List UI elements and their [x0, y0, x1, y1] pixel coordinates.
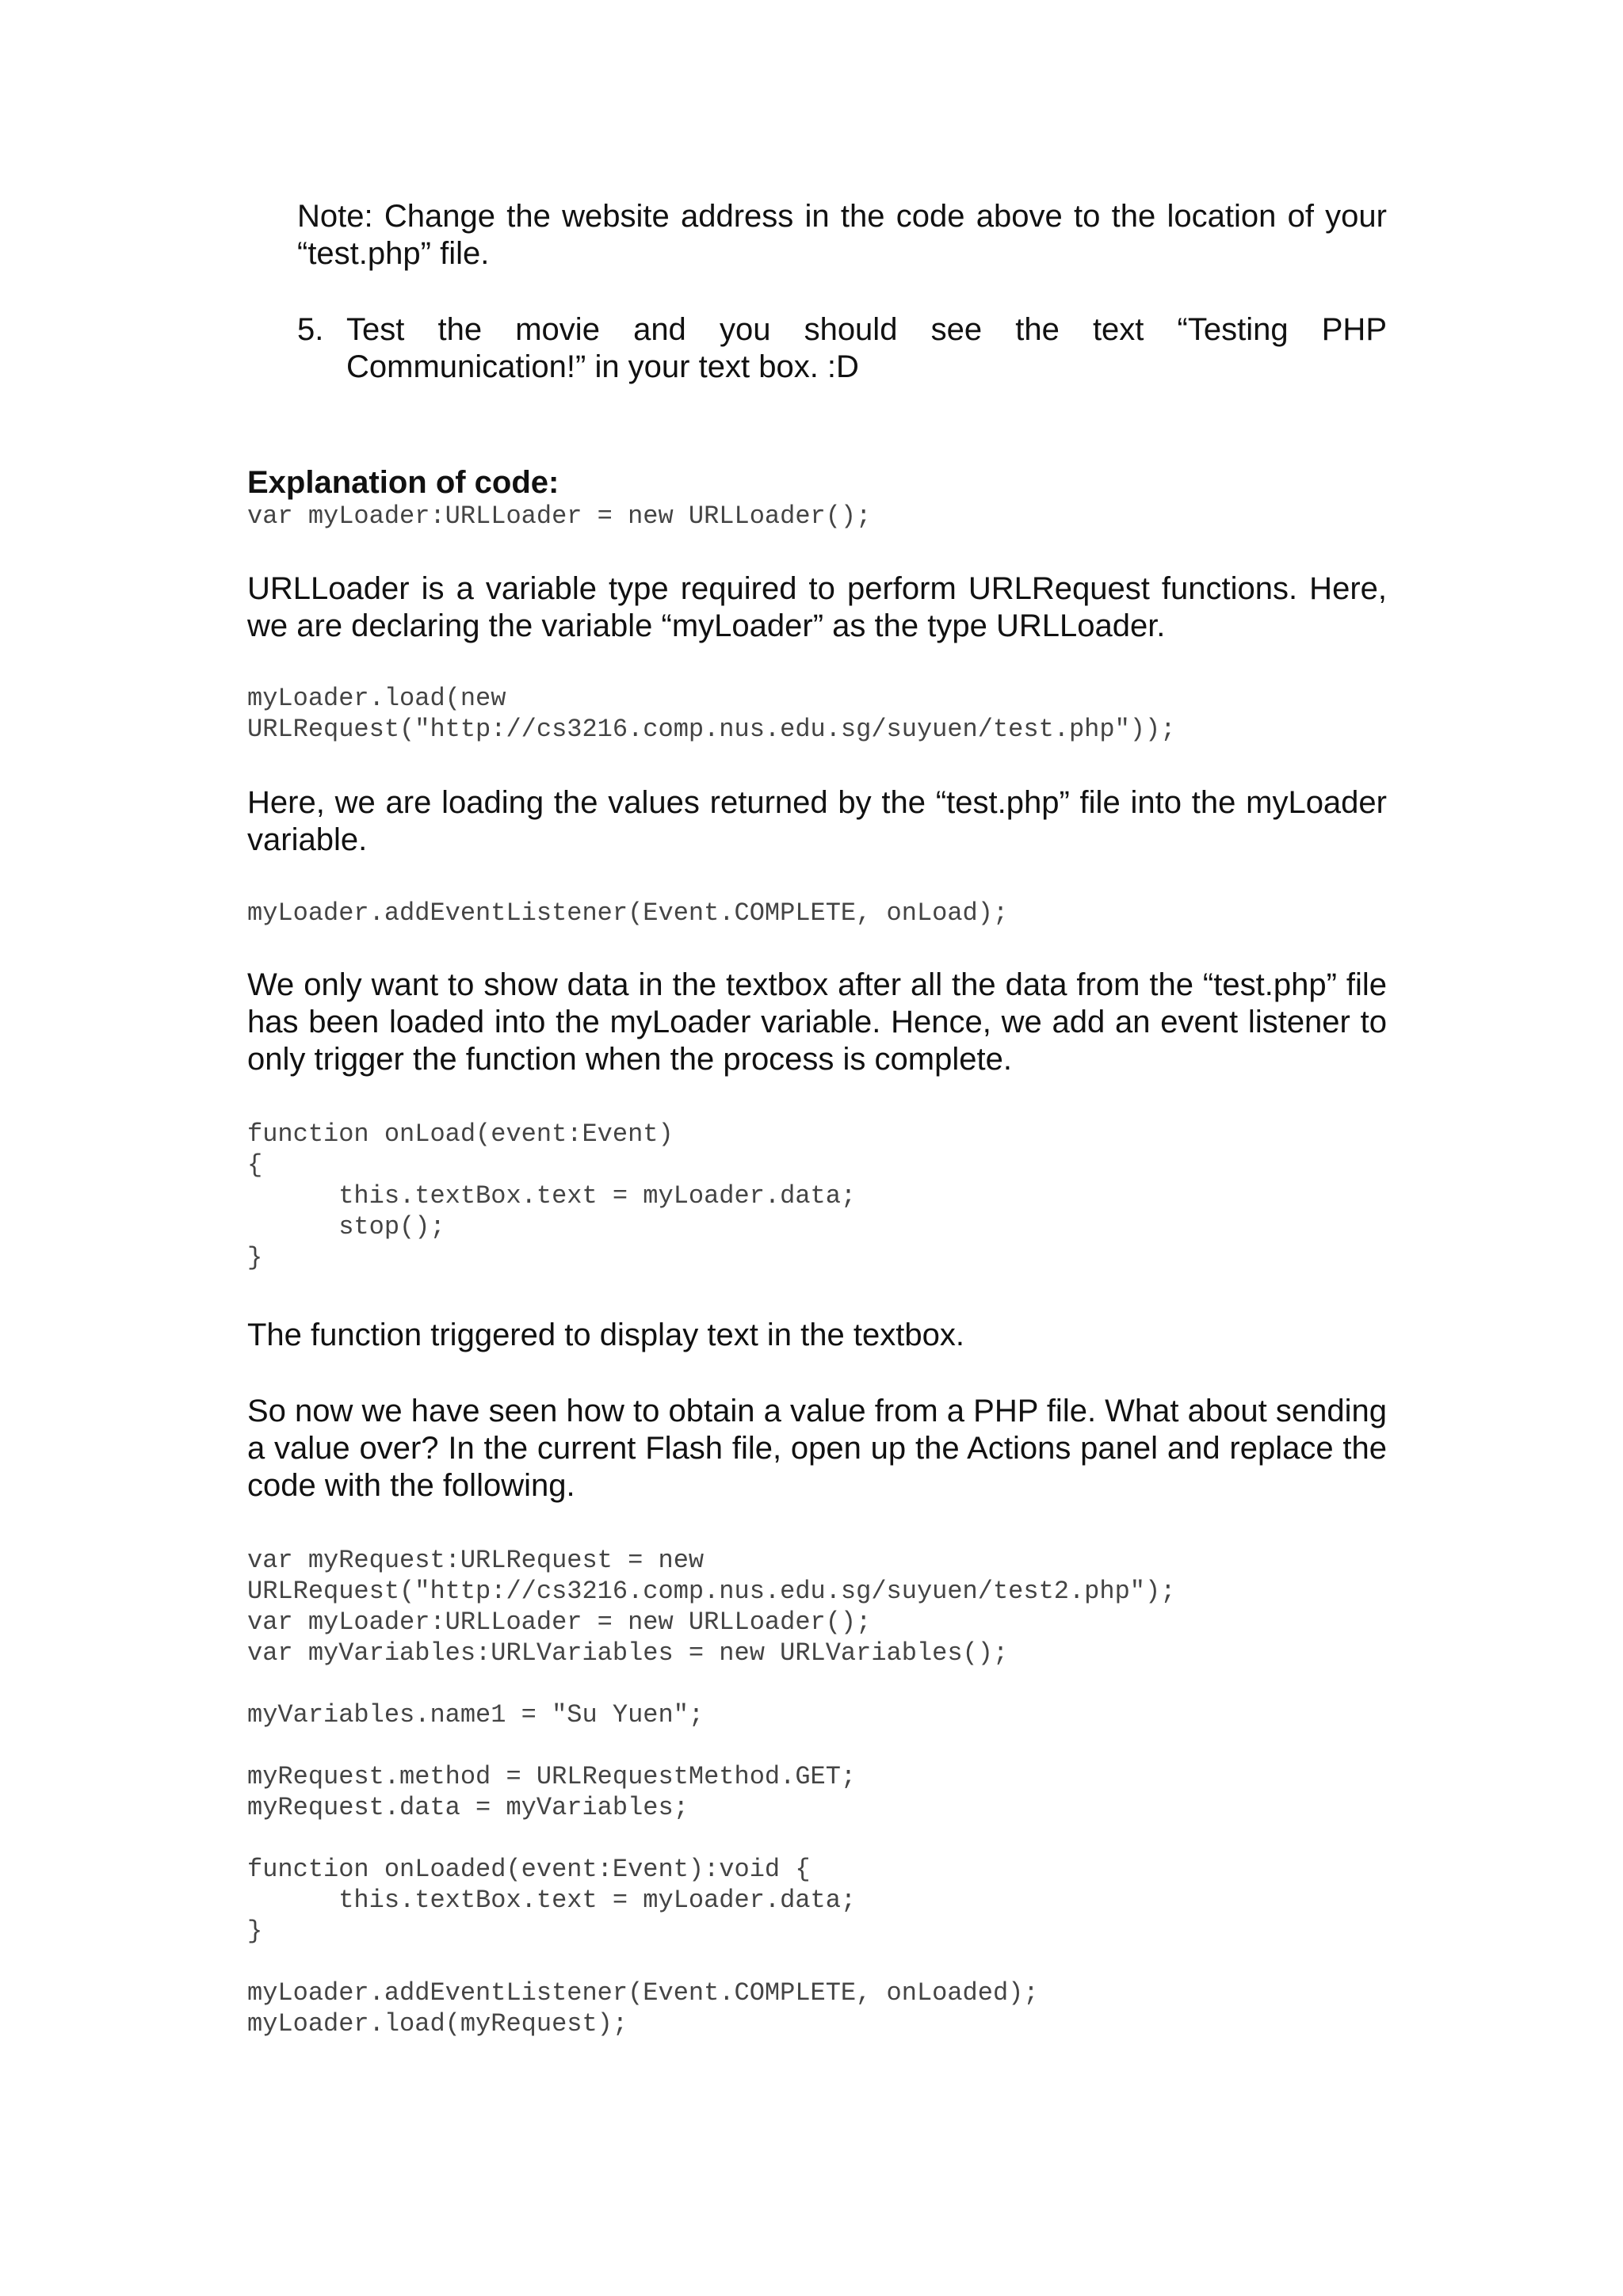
section-heading: Explanation of code: — [247, 465, 559, 500]
note-paragraph: Note: Change the website address in the code above to the location of your “test.php” file. — [297, 199, 1387, 271]
code-block-1: var myLoader:URLLoader = new URLLoader(); — [247, 502, 872, 531]
code-block-5: var myRequest:URLRequest = new URLRequest("http://cs3216.comp.nus.edu.sg/suyuen/test2.php"); var myLoader:URLLoader = new URLLoader(); var myVariables:URLVariables = new URLVariables(); myVariables.name1 = "Su Yuen"; myRequest.method = URLRequestMethod.GET; myRequest.data = myVariables; function onLoaded(event:Event):void { this.textBox.text = myLoader.data; } myLoader.addEventListener(Event.COMPLETE, onLoaded); myLoader.load(myRequest); — [247, 1546, 1176, 2039]
list-item-step-5 — [297, 311, 1387, 386]
code-block-3: myLoader.addEventListener(Event.COMPLETE, onLoad); — [247, 898, 1009, 928]
paragraph-2: Here, we are loading the values returned by the “test.php” file into the myLoader variable. — [247, 785, 1387, 857]
paragraph-4: The function triggered to display text in the textbox. — [247, 1318, 964, 1352]
paragraph-3: We only want to show data in the textbox after all the data from the “test.php” file has been loaded into the myLoader variable. Hence, we add an event listener to only trigger the function when the process is complete. — [247, 967, 1387, 1077]
list-number: 5. — [297, 312, 324, 347]
code-block-4: function onLoad(event:Event) { this.textBox.text = myLoader.data; stop(); } — [247, 1119, 857, 1272]
list-text: Test the movie and you should see the text “Testing PHP Communication!” in your text box. :D — [346, 312, 1387, 384]
paragraph-5: So now we have seen how to obtain a value from a PHP file. What about sending a value over? In the current Flash file, open up the Actions panel and replace the code with the following. — [247, 1394, 1387, 1503]
paragraph-1: URLLoader is a variable type required to perform URLRequest functions. Here, we are declaring the variable “myLoader” as the type URLLoader. — [247, 571, 1387, 643]
code-block-2: myLoader.load(new URLRequest("http://cs3216.comp.nus.edu.sg/suyuen/test.php")); — [247, 684, 1176, 744]
